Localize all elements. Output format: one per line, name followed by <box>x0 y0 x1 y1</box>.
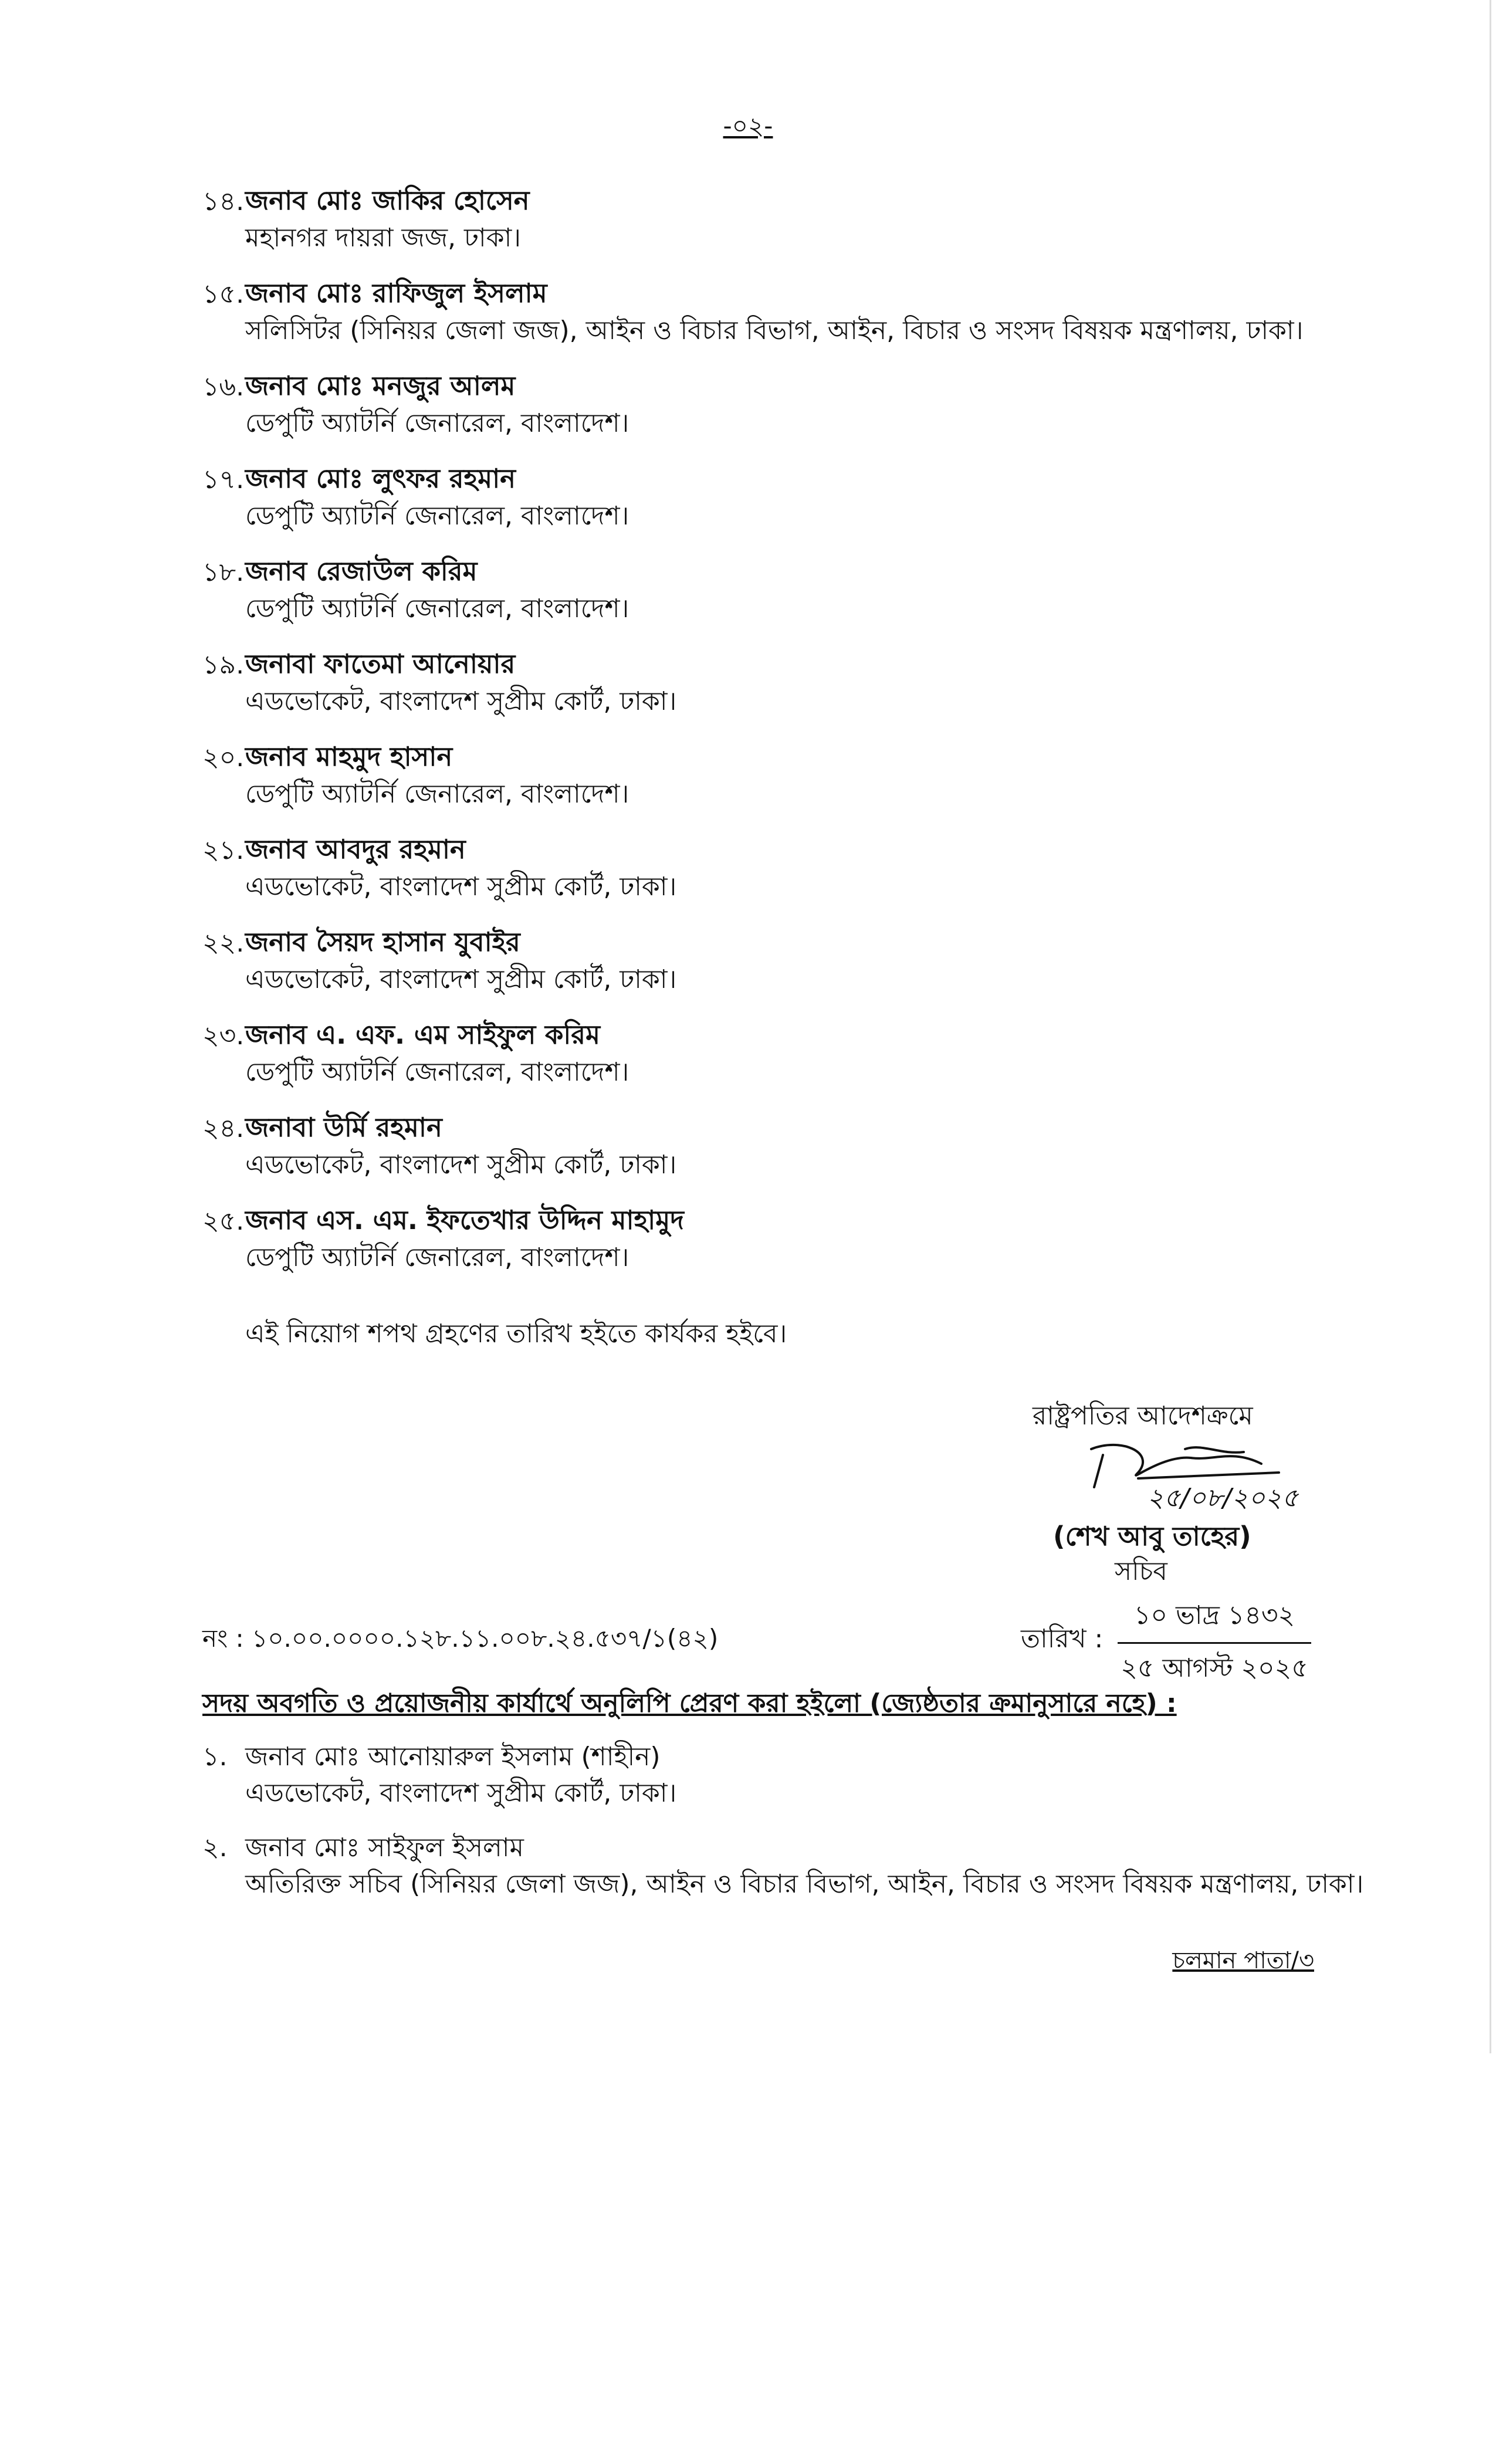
appointee-name: জনাবা ফাতেমা আনোয়ার <box>245 648 516 679</box>
appointee-name: জনাব মোঃ জাকির হোসেন <box>245 185 530 216</box>
appointee-name: জনাব মাহমুদ হাসান <box>245 741 453 772</box>
appointee-name: জনাব আবদুর রহমান <box>245 834 466 865</box>
appointee-designation: এডভোকেট, বাংলাদেশ সুপ্রীম কোর্ট, ঢাকা। <box>245 686 677 716</box>
item-number: ২. <box>202 1833 228 1863</box>
list-item <box>0 732 1496 825</box>
item-number: ২৫. <box>202 1206 245 1236</box>
list-item <box>0 1734 1496 1825</box>
by-order-text: রাষ্ট্রপতির আদেশক্রমে <box>1033 1401 1253 1431</box>
signer-title: সচিব <box>1115 1556 1167 1586</box>
recipient-name: জনাব মোঃ সাইফুল ইসলাম <box>245 1833 524 1863</box>
appointee-name: জনাব মোঃ রাফিজুল ইসলাম <box>245 277 547 309</box>
appointee-name: জনাব এ. এফ. এম সাইফুল করিম <box>245 1019 601 1050</box>
item-number: ২১. <box>202 835 245 865</box>
continued-page-note: চলমান পাতা/৩ <box>1172 1947 1314 1974</box>
list-item <box>0 176 1496 269</box>
item-number: ১৬. <box>202 372 245 402</box>
appointee-list <box>0 176 1496 1288</box>
effective-statement: এই নিয়োগ শপথ গ্রহণের তারিখ হইতে কার্যকর হইবে। <box>245 1319 787 1349</box>
appointee-designation: সলিসিটর (সিনিয়র জেলা জজ), আইন ও বিচার বিভাগ, আইন, বিচার ও সংসদ বিষয়ক মন্ত্রণালয়, ঢাকা। <box>245 316 1304 346</box>
signature-date: ২৫/০৮/২০২৫ <box>1147 1483 1299 1513</box>
appointee-name: জনাব এস. এম. ইফতেখার উদ্দিন মাহামুদ <box>245 1204 684 1236</box>
date-gregorian: ২৫ আগস্ট ২০২৫ <box>1121 1653 1308 1683</box>
appointee-name: জনাব মোঃ লুৎফর রহমান <box>245 463 516 494</box>
appointee-designation: ডেপুটি অ্যাটর্নি জেনারেল, বাংলাদেশ। <box>245 1243 629 1272</box>
page-number: -০২- <box>723 111 773 140</box>
list-item <box>0 547 1496 639</box>
appointee-name: জনাব রেজাউল করিম <box>245 556 478 587</box>
copy-list <box>0 1734 1496 1915</box>
memo-number: নং : ১০.০০.০০০০.১২৮.১১.০০৮.২৪.৫৩৭/১(৪২) <box>202 1624 719 1653</box>
list-item <box>0 825 1496 918</box>
item-number: ১৪. <box>202 187 245 216</box>
signer-name: (শেখ আবু তাহের) <box>1053 1521 1251 1552</box>
list-item <box>0 1103 1496 1196</box>
list-item <box>0 454 1496 547</box>
recipient-name: জনাব মোঃ আনোয়ারুল ইসলাম (শাহীন) <box>245 1742 661 1772</box>
page-edge-divider <box>1490 0 1491 2053</box>
date-label: তারিখ : <box>1021 1624 1104 1654</box>
list-item <box>0 1825 1496 1915</box>
appointee-designation: ডেপুটি অ্যাটর্নি জেনারেল, বাংলাদেশ। <box>245 408 629 438</box>
appointee-designation: মহানগর দায়রা জজ, ঢাকা। <box>245 223 521 253</box>
list-item <box>0 918 1496 1010</box>
copy-heading: সদয় অবগতি ও প্রয়োজনীয় কার্যার্থে অনুলিপি প্রেরণ করা হইলো (জ্যেষ্ঠতার ক্রমানুসারে নহে) : <box>202 1688 1177 1718</box>
list-item <box>0 639 1496 732</box>
appointee-designation: এডভোকেট, বাংলাদেশ সুপ্রীম কোর্ট, ঢাকা। <box>245 1150 677 1180</box>
recipient-designation: এডভোকেট, বাংলাদেশ সুপ্রীম কোর্ট, ঢাকা। <box>245 1778 677 1808</box>
appointee-designation: এডভোকেট, বাংলাদেশ সুপ্রীম কোর্ট, ঢাকা। <box>245 964 677 994</box>
date-values <box>1118 1596 1311 1691</box>
item-number: ১৭. <box>202 465 245 495</box>
appointee-designation: ডেপুটি অ্যাটর্নি জেনারেল, বাংলাদেশ। <box>245 594 629 624</box>
item-number: ১. <box>202 1742 228 1772</box>
appointee-designation: ডেপুটি অ্যাটর্নি জেনারেল, বাংলাদেশ। <box>245 501 629 531</box>
appointee-designation: ডেপুটি অ্যাটর্নি জেনারেল, বাংলাদেশ। <box>245 779 629 809</box>
list-item <box>0 269 1496 361</box>
list-item <box>0 1196 1496 1288</box>
item-number: ২৪. <box>202 1113 245 1143</box>
item-number: ২২. <box>202 928 245 958</box>
recipient-designation: অতিরিক্ত সচিব (সিনিয়র জেলা জজ), আইন ও বিচার বিভাগ, আইন, বিচার ও সংসদ বিষয়ক মন্ত্রণালয়, ঢাকা। <box>245 1869 1364 1899</box>
item-number: ১৫. <box>202 279 245 309</box>
item-number: ২৩. <box>202 1021 245 1051</box>
appointee-name: জনাব মোঃ মনজুর আলম <box>245 370 516 401</box>
list-item <box>0 1010 1496 1103</box>
item-number: ২০. <box>202 743 245 773</box>
appointee-designation: এডভোকেট, বাংলাদেশ সুপ্রীম কোর্ট, ঢাকা। <box>245 872 677 902</box>
list-item <box>0 361 1496 454</box>
appointee-designation: ডেপুটি অ্যাটর্নি জেনারেল, বাংলাদেশ। <box>245 1057 629 1087</box>
item-number: ১৮. <box>202 557 245 587</box>
memo-date <box>1021 1596 1314 1683</box>
appointee-name: জনাবা উর্মি রহমান <box>245 1112 442 1143</box>
date-bangla: ১০ ভাদ্র ১৪৩২ <box>1118 1596 1311 1644</box>
appointee-name: জনাব সৈয়দ হাসান যুবাইর <box>245 926 520 957</box>
item-number: ১৯. <box>202 650 245 680</box>
